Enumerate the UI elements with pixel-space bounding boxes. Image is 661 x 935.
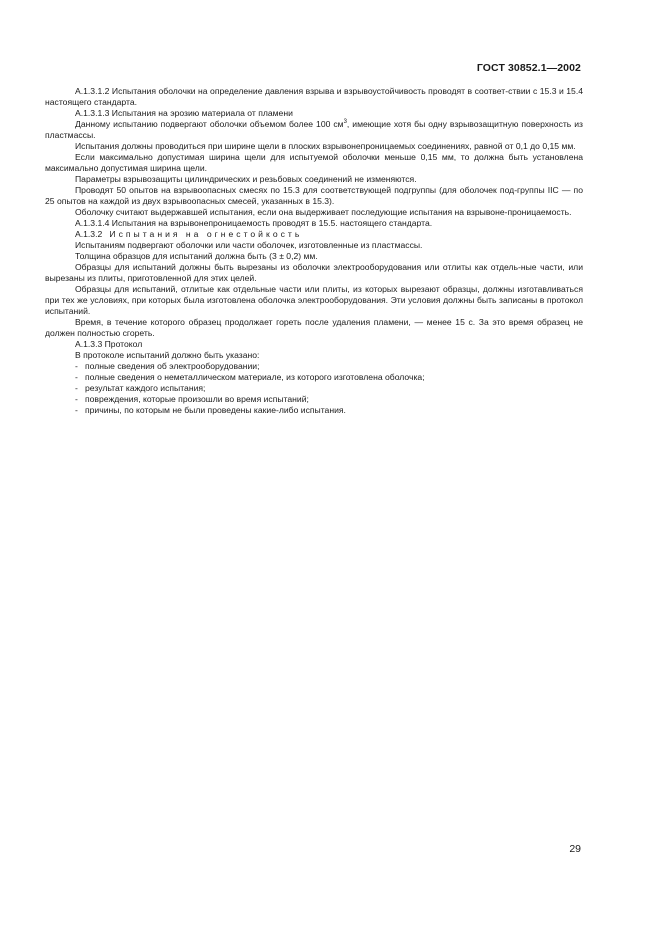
list-dash: - xyxy=(75,383,78,393)
paragraph-parameters: Параметры взрывозащиты цилиндрических и резьбовых соединений не изменяются. xyxy=(75,174,417,184)
list-dash: - xyxy=(75,405,78,415)
list-item xyxy=(75,383,583,394)
list-dash: - xyxy=(75,372,78,382)
paragraph-gap-width: Испытания должны проводиться при ширине щели в плоских взрывонепроницаемых соединениях, равной от 0,1 до 0,15 мм. xyxy=(75,141,576,151)
heading-a132 xyxy=(45,229,583,240)
protocol-list xyxy=(45,361,583,416)
cubic-superscript: 3 xyxy=(343,119,347,125)
paragraph-a1312: А.1.3.1.2 Испытания оболочки на определение давления взрыва и взрывоустойчивость проводят в соответ-ствии с 15.3 и 15.4 настоящего стандарта. xyxy=(45,86,583,107)
list-item xyxy=(75,361,583,372)
heading-a133: А.1.3.3 Протокол xyxy=(75,339,143,349)
volume-text-rest: , имеющие хотя бы одну взрывозащитную поверхность из пластмассы. xyxy=(45,119,583,140)
list-item xyxy=(75,394,583,405)
paragraph-samples-cast: Образцы для испытаний, отлитые как отдельные части или плиты, из которых вырезают образцы, должны изготавливаться при тех же условиях, при которых была изготовлена оболочка электрооборудования. Эти условия должны быть записаны в протокол испытаний. xyxy=(45,284,583,316)
heading-a132-number: А.1.3.2 xyxy=(75,229,103,239)
list-item xyxy=(75,372,583,383)
list-item-text: полные сведения о неметаллическом материале, из которого изготовлена оболочка; xyxy=(85,372,425,382)
paragraph-samples-cut: Образцы для испытаний должны быть вырезаны из оболочки электрооборудования или отлиты как отдель-ные части, или вырезаны из плиты, приготовленной для этих целей. xyxy=(45,262,583,283)
heading-a1313: А.1.3.1.3 Испытания на эрозию материала от пламени xyxy=(75,108,293,118)
list-item-text: полные сведения об электрооборудовании; xyxy=(85,361,260,371)
paragraph-volume xyxy=(45,119,583,141)
standard-header: ГОСТ 30852.1—2002 xyxy=(476,62,581,74)
paragraph-50-tests: Проводят 50 опытов на взрывоопасных смесях по 15.3 для соответствующей подгруппы (для оболочек под-группы IIC — по 25 опытов на каждой из двух взрывоопасных смесей, указанных в 15.3). xyxy=(45,185,583,206)
list-item-text: причины, по которым не были проведены какие-либо испытания. xyxy=(85,405,346,415)
list-item-text: повреждения, которые произошли во время испытаний; xyxy=(85,394,309,404)
paragraph-max-gap: Если максимально допустимая ширина щели для испытуемой оболочки меньше 0,15 мм, то должна быть установлена максимально допустимая ширина щели. xyxy=(45,152,583,173)
page-number: 29 xyxy=(569,843,581,855)
paragraph-pass-criteria: Оболочку считают выдержавшей испытания, если она выдерживает последующие испытания на взрывоне-проницаемость. xyxy=(75,207,572,217)
paragraph-burn-time: Время, в течение которого образец продолжает гореть после удаления пламени, — менее 15 с. За это время образец не должен полностью сгореть. xyxy=(45,317,583,338)
paragraph-thickness: Толщина образцов для испытаний должна быть (3 ± 0,2) мм. xyxy=(75,251,318,261)
list-dash: - xyxy=(75,361,78,371)
paragraph-protocol-intro: В протоколе испытаний должно быть указано: xyxy=(75,350,260,360)
document-body xyxy=(45,86,583,416)
heading-a132-title: Испытания на огнестойкость xyxy=(109,229,303,239)
paragraph-plastic-parts: Испытаниям подвергают оболочки или части оболочек, изготовленные из пластмассы. xyxy=(75,240,423,250)
volume-text: Данному испытанию подвергают оболочки объемом более 100 см xyxy=(75,119,344,129)
list-item-text: результат каждого испытания; xyxy=(85,383,206,393)
list-dash: - xyxy=(75,394,78,404)
list-item xyxy=(75,405,583,416)
paragraph-a1314: А.1.3.1.4 Испытания на взрывонепроницаемость проводят в 15.5. настоящего стандарта. xyxy=(75,218,433,228)
